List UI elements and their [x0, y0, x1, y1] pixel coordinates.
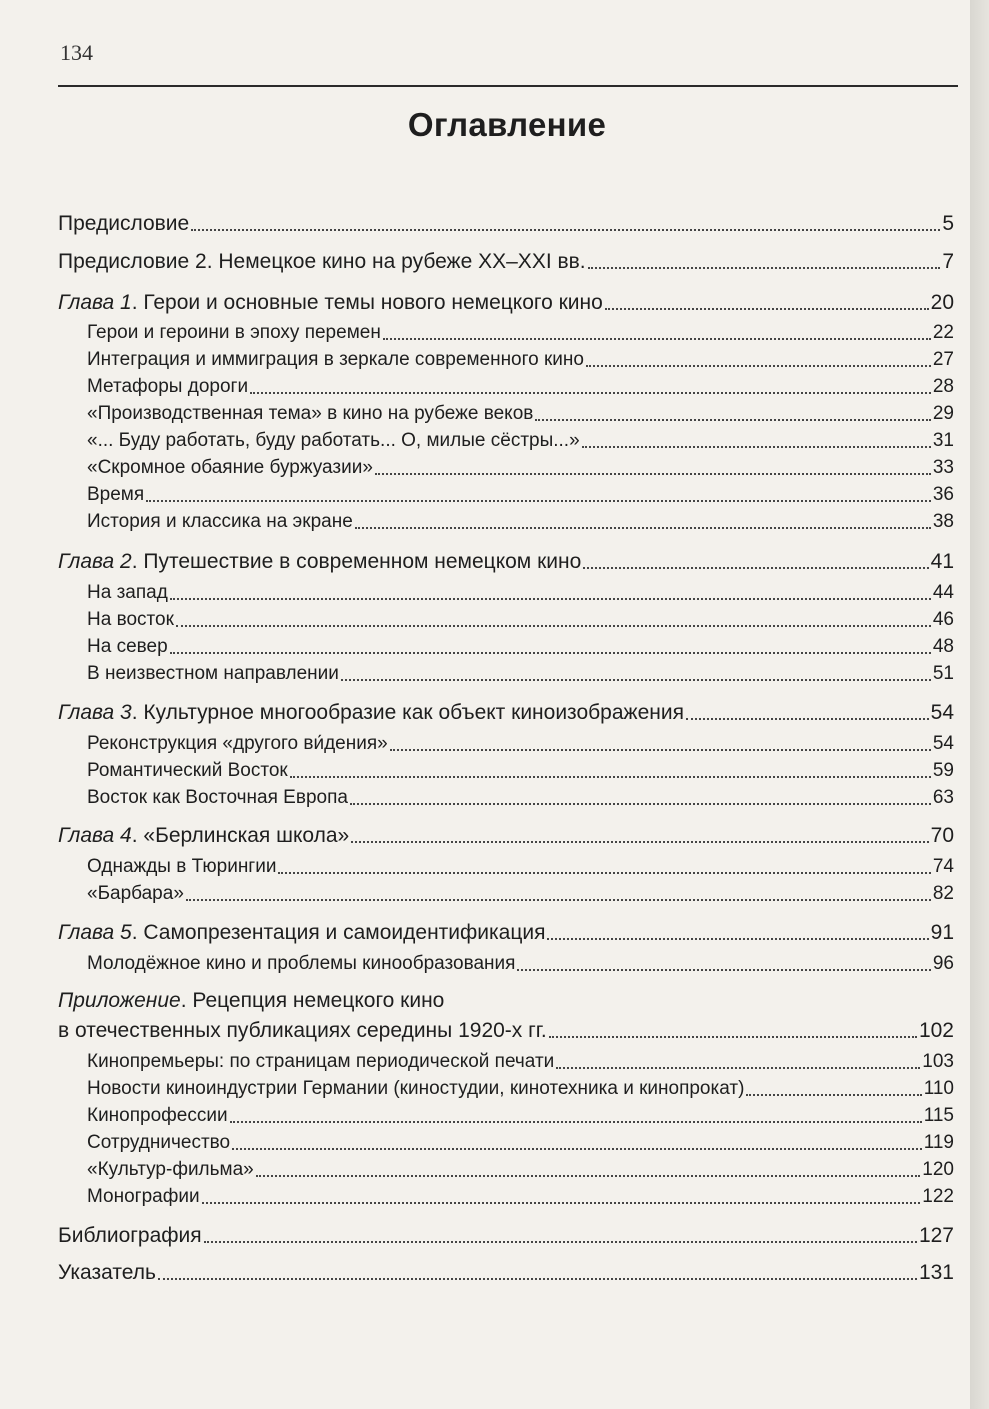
dot-leader: [146, 500, 931, 502]
entry-text: в отечественных публикациях середины 1920-х гг.: [58, 1019, 547, 1042]
appendix-label: Приложение: [58, 989, 181, 1012]
entry-text: Интеграция и иммиграция в зеркале современного кино: [87, 349, 584, 370]
toc-entry[interactable]: [0, 1224, 970, 1248]
toc-entry-title: [0, 322, 381, 344]
dot-leader: [605, 308, 929, 310]
dot-leader: [341, 679, 931, 681]
dot-leader: [547, 938, 928, 940]
dot-leader: [191, 229, 940, 231]
dot-leader: [746, 1094, 921, 1096]
entry-text: «Барбара»: [87, 883, 184, 904]
toc-entry-page: 110: [923, 1078, 954, 1099]
toc-entry-title: [0, 609, 174, 631]
chapter-label: Глава 5: [58, 921, 132, 944]
entry-text: . Герои и основные темы нового немецкого кино: [131, 291, 603, 314]
dot-leader: [355, 527, 931, 529]
dot-leader: [351, 841, 928, 843]
toc-subentry[interactable]: [0, 856, 970, 878]
entry-text: Романтический Восток: [87, 760, 288, 781]
toc-entry-title: [0, 1105, 228, 1127]
toc-subentry[interactable]: [0, 663, 970, 685]
toc-subentry[interactable]: [0, 376, 970, 398]
toc-entry-title: [0, 921, 545, 945]
dot-leader: [350, 803, 931, 805]
toc-entry-title: [0, 403, 533, 425]
toc-chapter-entry[interactable]: [0, 701, 970, 725]
toc-subentry[interactable]: [0, 457, 970, 479]
toc-entry-title: [0, 663, 339, 685]
toc-entry-page: 63: [932, 787, 954, 808]
toc-entry-page: 119: [923, 1132, 954, 1153]
toc-entry-title: [0, 430, 580, 452]
toc-appendix-entry[interactable]: [0, 1019, 970, 1043]
toc-entry-title: [0, 1159, 254, 1181]
entry-text: Сотрудничество: [87, 1132, 231, 1153]
entry-text: Монографии: [87, 1186, 200, 1207]
dot-leader: [170, 652, 931, 654]
dot-leader: [170, 598, 931, 600]
dot-leader: [588, 267, 941, 269]
toc-subentry[interactable]: [0, 430, 970, 452]
dot-leader: [686, 718, 929, 720]
toc-entry-page: 54: [932, 733, 954, 754]
toc-entry-title: [0, 1261, 156, 1285]
page-title: Оглавление: [407, 106, 607, 143]
toc-entry-title: [0, 376, 248, 398]
toc-entry-title: [0, 701, 684, 725]
toc-entry-page: 91: [930, 921, 954, 944]
toc-entry-title: [0, 760, 288, 782]
toc-entry-title: [0, 1186, 200, 1208]
toc-subentry[interactable]: [0, 609, 970, 631]
toc-chapter-entry[interactable]: [0, 550, 970, 574]
entry-text: Молодёжное кино и проблемы кинообразования: [87, 953, 516, 974]
entry-text: Метафоры дороги: [87, 376, 249, 397]
toc-entry-title: [0, 787, 348, 809]
dot-leader: [390, 749, 931, 751]
toc-entry-page: 96: [932, 953, 954, 974]
toc-entry-title: [0, 824, 349, 848]
toc-entry-page: 41: [930, 550, 954, 573]
toc-subentry[interactable]: [0, 636, 970, 658]
entry-text: . Самопрезентация и самоидентификация: [131, 921, 546, 944]
toc-subentry[interactable]: [0, 1186, 970, 1208]
toc-entry-page: 82: [932, 883, 954, 904]
dot-leader: [158, 1278, 917, 1280]
chapter-label: Глава 4: [58, 824, 132, 847]
toc-entry-title: [0, 550, 581, 574]
toc-entry-page: 36: [932, 484, 954, 505]
toc-entry-page: 33: [932, 457, 954, 478]
dot-leader: [549, 1036, 917, 1038]
dot-leader: [583, 567, 928, 569]
toc-entry-page: 46: [932, 609, 954, 630]
toc-entry-title: [0, 1051, 554, 1073]
toc-entry-page: 102: [918, 1019, 954, 1042]
toc-entry-title: [0, 291, 603, 315]
toc-subentry[interactable]: [0, 1105, 970, 1127]
entry-text: Указатель: [58, 1261, 156, 1284]
toc-entry-page: 127: [918, 1224, 954, 1247]
toc-entry-page: 27: [932, 349, 954, 370]
entry-text: «Производственная тема» в кино на рубеже веков: [87, 403, 534, 424]
toc-subentry[interactable]: [0, 322, 970, 344]
toc-entry-page: 28: [932, 376, 954, 397]
dot-leader: [230, 1121, 922, 1123]
entry-text: «... Буду работать, буду работать... О, милые сёстры...»: [87, 430, 580, 451]
entry-text: Герои и героини в эпоху перемен: [87, 322, 381, 343]
toc-entry-title: [0, 582, 168, 604]
entry-text: Реконструкция «другого ви́дения»: [87, 733, 388, 754]
toc-entry-title: [0, 484, 144, 506]
toc-entry-title: [0, 511, 353, 533]
dot-leader: [290, 776, 931, 778]
dot-leader: [250, 392, 931, 394]
toc-entry-title: [0, 883, 184, 905]
toc-entry-page: 38: [932, 511, 954, 532]
toc-entry-page: 115: [923, 1105, 954, 1126]
toc-entry-title: [0, 1224, 202, 1248]
chapter-label: Глава 3: [58, 701, 132, 724]
header-rule: [58, 85, 958, 87]
toc-entry-page: 54: [930, 701, 954, 724]
entry-text: «Скромное обаяние буржуазии»: [87, 457, 373, 478]
dot-leader: [535, 419, 931, 421]
toc-subentry[interactable]: [0, 511, 970, 533]
toc-entry-title: [0, 856, 276, 878]
toc-chapter-entry[interactable]: [0, 291, 970, 315]
toc-subentry[interactable]: [0, 883, 970, 905]
toc-entry-page: 31: [932, 430, 954, 451]
dot-leader: [556, 1067, 920, 1069]
page-edge: [970, 0, 989, 1409]
entry-text: «Культур-фильма»: [87, 1159, 254, 1180]
dot-leader: [204, 1241, 917, 1243]
toc-entry-page: 20: [930, 291, 954, 314]
entry-text: Однажды в Тюрингии: [87, 856, 277, 877]
toc-subentry[interactable]: [0, 1051, 970, 1073]
dot-leader: [176, 625, 931, 627]
dot-leader: [383, 338, 931, 340]
dot-leader: [375, 473, 931, 475]
toc-entry-page: 48: [932, 636, 954, 657]
appendix-heading: [58, 989, 444, 1013]
toc-entry-page: 22: [932, 322, 954, 343]
toc-subentry[interactable]: [0, 349, 970, 371]
toc-subentry[interactable]: [0, 403, 970, 425]
toc-subentry[interactable]: [0, 1132, 970, 1154]
entry-text: Библиография: [58, 1224, 202, 1247]
toc-entry-page: 59: [932, 760, 954, 781]
page-number: 134: [60, 40, 93, 65]
toc-subentry[interactable]: [0, 484, 970, 506]
toc-entry[interactable]: [0, 250, 970, 274]
toc-entry-title: [0, 1132, 230, 1154]
entry-text: На восток: [87, 609, 174, 630]
chapter-label: Глава 1: [58, 291, 132, 314]
toc-entry-title: [0, 1019, 547, 1043]
dot-leader: [256, 1175, 921, 1177]
toc-chapter-entry[interactable]: [0, 824, 970, 848]
dot-leader: [582, 446, 931, 448]
entry-text: . Культурное многообразие как объект киноизображения: [131, 701, 684, 724]
toc-entry-page: 5: [942, 212, 954, 235]
toc-entry-title: [0, 457, 373, 479]
entry-text: Восток как Восточная Европа: [87, 787, 348, 808]
toc-entry-title: [0, 250, 586, 274]
chapter-label: Глава 2: [58, 550, 132, 573]
toc-entry-page: 29: [932, 403, 954, 424]
toc-entry-title: [0, 733, 388, 755]
entry-text: На запад: [87, 582, 168, 603]
dot-leader: [232, 1148, 922, 1150]
toc-entry-page: 74: [932, 856, 954, 877]
dot-leader: [186, 899, 931, 901]
entry-text: В неизвестном направлении: [87, 663, 339, 684]
entry-text: . Путешествие в современном немецком кино: [131, 550, 582, 573]
toc-subentry[interactable]: [0, 760, 970, 782]
entry-text: Кинопрофессии: [87, 1105, 228, 1126]
toc-entry[interactable]: [0, 212, 970, 236]
entry-text: Новости киноиндустрии Германии (киностудии, кинотехника и кинопрокат): [87, 1078, 745, 1099]
entry-text: Предисловие 2. Немецкое кино на рубеже XX–XXI вв.: [58, 250, 586, 273]
toc-entry-title: [0, 636, 168, 658]
appendix-title: . Рецепция немецкого кино: [180, 989, 445, 1012]
toc-entry-page: 7: [942, 250, 954, 273]
toc-subentry[interactable]: [0, 1078, 970, 1100]
dot-leader: [278, 872, 930, 874]
toc-entry-page: 44: [932, 582, 954, 603]
dot-leader: [202, 1202, 921, 1204]
toc-subentry[interactable]: [0, 953, 970, 975]
toc-entry-page: 51: [932, 663, 954, 684]
toc-subentry[interactable]: [0, 787, 970, 809]
toc-entry-page: 122: [922, 1186, 954, 1207]
toc-subentry[interactable]: [0, 733, 970, 755]
toc-subentry[interactable]: [0, 1159, 970, 1181]
toc-subentry[interactable]: [0, 582, 970, 604]
entry-text: История и классика на экране: [87, 511, 353, 532]
toc-entry-page: 103: [922, 1051, 954, 1072]
toc-entry-title: [0, 1078, 744, 1100]
entry-text: Кинопремьеры: по страницам периодической печати: [87, 1051, 555, 1072]
entry-text: На север: [87, 636, 168, 657]
dot-leader: [586, 365, 931, 367]
toc-entry-page: 120: [922, 1159, 954, 1180]
dot-leader: [517, 969, 930, 971]
toc-entry-page: 70: [930, 824, 954, 847]
entry-text: Предисловие: [58, 212, 190, 235]
toc-entry[interactable]: [0, 1261, 970, 1285]
entry-text: Время: [87, 484, 145, 505]
toc-entry-title: [0, 212, 189, 236]
toc-entry-title: [0, 953, 515, 975]
entry-text: . «Берлинская школа»: [131, 824, 350, 847]
toc-chapter-entry[interactable]: [0, 921, 970, 945]
toc-entry-title: [0, 349, 584, 371]
toc-entry-page: 131: [918, 1261, 954, 1284]
